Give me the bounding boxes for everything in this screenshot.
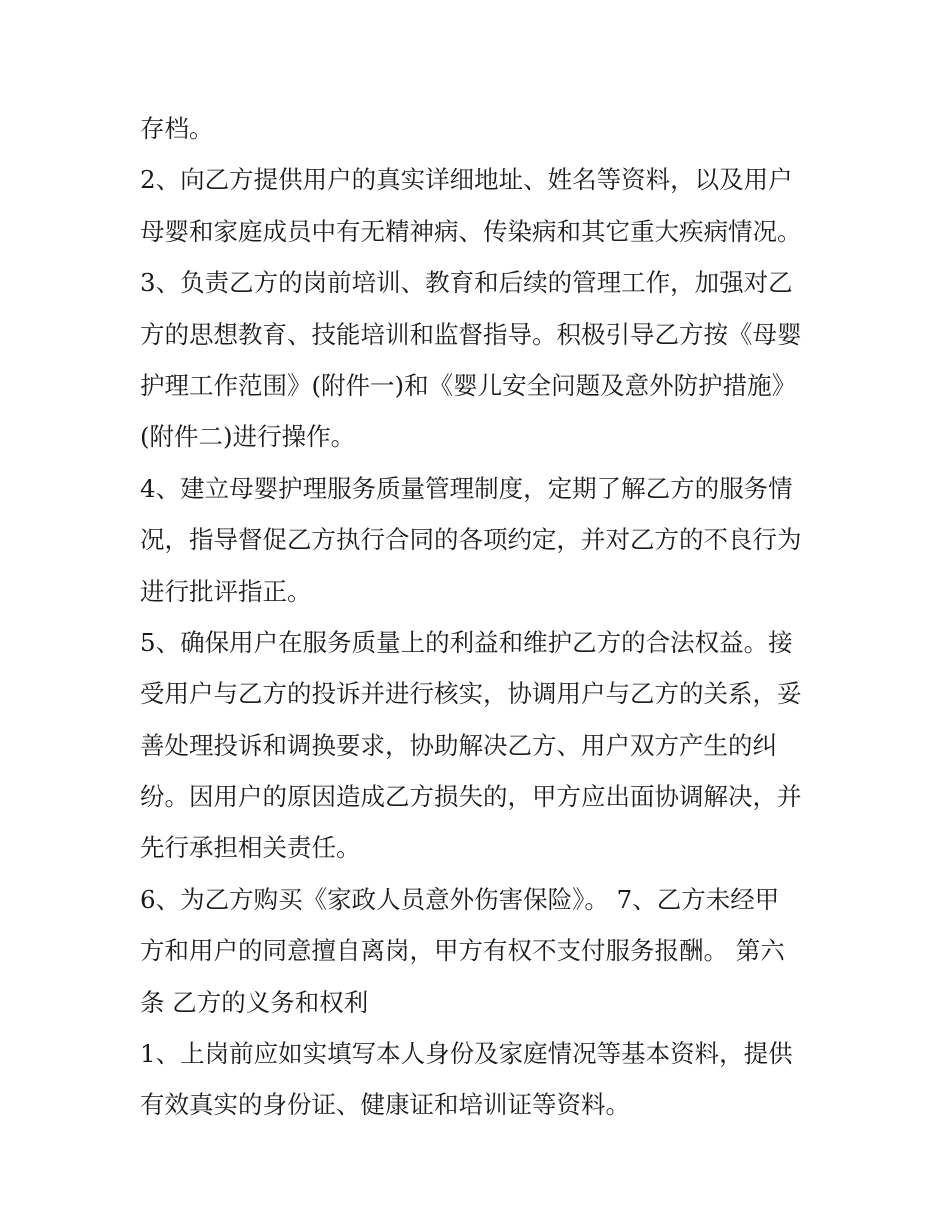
- text-line: 先行承担相关责任。: [140, 833, 361, 863]
- text-line: 2、向乙方提供用户的真实详细地址、姓名等资料，以及用户: [140, 165, 793, 195]
- text-line: 受用户与乙方的投诉并进行核实，协调用户与乙方的关系，妥: [140, 679, 802, 709]
- text-line: 3、负责乙方的岗前培训、教育和后续的管理工作，加强对乙: [140, 268, 793, 298]
- text-line: 况，指导督促乙方执行合同的各项约定，并对乙方的不良行为: [140, 525, 802, 555]
- text-line: (附件二)进行操作。: [140, 422, 356, 452]
- text-line: 母婴和家庭成员中有无精神病、传染病和其它重大疾病情况。: [140, 216, 802, 246]
- text-line: 方和用户的同意擅自离岗，甲方有权不支付服务报酬。 第六: [140, 936, 785, 966]
- text-line: 5、确保用户在服务质量上的利益和维护乙方的合法权益。接: [140, 627, 793, 657]
- document-body: [140, 103, 820, 1131]
- text-line: 护理工作范围》(附件一)和《婴儿安全问题及意外防护措施》: [140, 370, 797, 400]
- text-line: 方的思想教育、技能培训和监督指导。积极引导乙方按《母婴: [140, 319, 802, 349]
- text-line: 4、建立母婴护理服务质量管理制度，定期了解乙方的服务情: [140, 473, 793, 503]
- text-line: 进行批评指正。: [140, 576, 312, 606]
- text-line: 条 乙方的义务和权利: [140, 987, 369, 1017]
- text-line: 有效真实的身份证、健康证和培训证等资料。: [140, 1090, 630, 1120]
- text-line: 纷。因用户的原因造成乙方损失的，甲方应出面协调解决，并: [140, 782, 802, 812]
- text-line: 存档。: [140, 114, 214, 143]
- text-line: 善处理投诉和调换要求，协助解决乙方、用户双方产生的纠: [140, 730, 777, 760]
- text-line: 1、上岗前应如实填写本人身份及家庭情况等基本资料，提供: [140, 1039, 793, 1069]
- text-line: 6、为乙方购买《家政人员意外伤害保险》。 7、乙方未经甲: [140, 884, 780, 914]
